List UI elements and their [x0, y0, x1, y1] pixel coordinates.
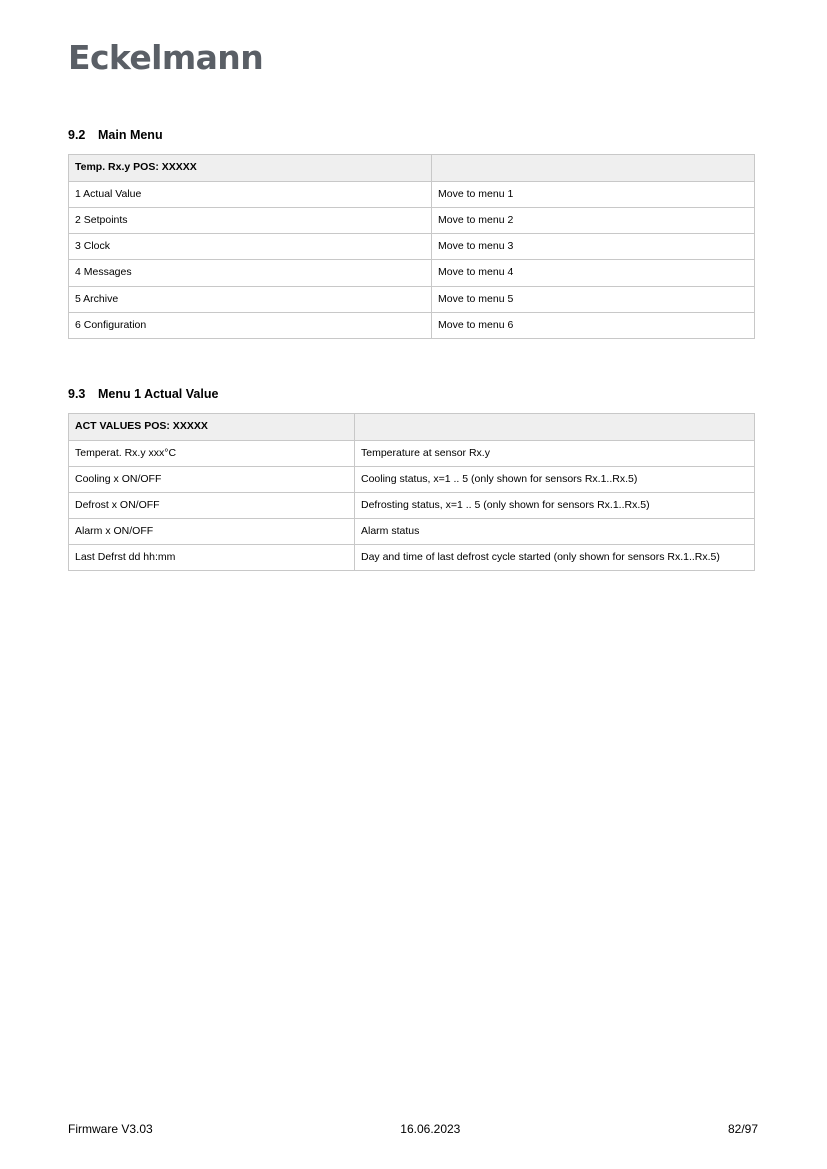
cell-act-parameter: Alarm x ON/OFF: [69, 519, 355, 545]
table-row: [69, 286, 755, 312]
cell-menu-item: 3 Clock: [69, 234, 432, 260]
cell-act-parameter: Last Defrst dd hh:mm: [69, 545, 355, 571]
table-row: [69, 208, 755, 234]
cell-act-parameter: Cooling x ON/OFF: [69, 466, 355, 492]
cell-menu-action: Move to menu 6: [432, 312, 755, 338]
cell-menu-action: Move to menu 4: [432, 260, 755, 286]
table-row: [69, 234, 755, 260]
cell-act-description: Defrosting status, x=1 .. 5 (only shown for sensors Rx.1..Rx.5): [355, 493, 755, 519]
table-row: [69, 493, 755, 519]
column-header-act-title: ACT VALUES POS: XXXXX: [69, 413, 355, 440]
section-number: 9.2: [68, 128, 86, 142]
section-title: Main Menu: [98, 128, 163, 142]
cell-menu-action: Move to menu 2: [432, 208, 755, 234]
cell-act-parameter: Defrost x ON/OFF: [69, 493, 355, 519]
cell-menu-action: Move to menu 1: [432, 182, 755, 208]
table-row: [69, 545, 755, 571]
main-menu-table: [68, 154, 755, 339]
cell-act-description: Temperature at sensor Rx.y: [355, 440, 755, 466]
cell-menu-item: 6 Configuration: [69, 312, 432, 338]
cell-menu-item: 5 Archive: [69, 286, 432, 312]
column-header-menu-title: Temp. Rx.y POS: XXXXX: [69, 155, 432, 182]
section-title: Menu 1 Actual Value: [98, 386, 219, 401]
cell-act-parameter: Temperat. Rx.y xxx°C: [69, 440, 355, 466]
table-row: [69, 466, 755, 492]
table-row: [69, 182, 755, 208]
cell-menu-item: 2 Setpoints: [69, 208, 432, 234]
section-heading-9-2: [68, 128, 758, 142]
column-header-menu-action: [432, 155, 755, 182]
section-spacer: [68, 339, 758, 387]
table-row: [69, 440, 755, 466]
cell-act-description: Cooling status, x=1 .. 5 (only shown for sensors Rx.1..Rx.5): [355, 466, 755, 492]
company-logo: Eckelmann: [68, 38, 264, 77]
cell-act-description: Alarm status: [355, 519, 755, 545]
table-header-row: [69, 413, 755, 440]
column-header-act-description: [355, 413, 755, 440]
cell-act-description: Day and time of last defrost cycle started (only shown for sensors Rx.1..Rx.5): [355, 545, 755, 571]
footer-page-number: 82/97: [727, 1122, 758, 1136]
table-header-row: [69, 155, 755, 182]
cell-menu-action: Move to menu 5: [432, 286, 755, 312]
section-heading-9-3: [68, 387, 758, 401]
cell-menu-item: 4 Messages: [69, 260, 432, 286]
footer-date: 16.06.2023: [400, 1122, 461, 1136]
cell-menu-item: 1 Actual Value: [69, 182, 432, 208]
actual-value-table: [68, 413, 755, 572]
document-content: [68, 128, 758, 571]
page-footer: [68, 1122, 758, 1136]
footer-firmware: Firmware V3.03: [68, 1122, 153, 1136]
table-row: [69, 312, 755, 338]
table-row: [69, 260, 755, 286]
section-number: 9.3: [68, 386, 86, 401]
table-row: [69, 519, 755, 545]
cell-menu-action: Move to menu 3: [432, 234, 755, 260]
